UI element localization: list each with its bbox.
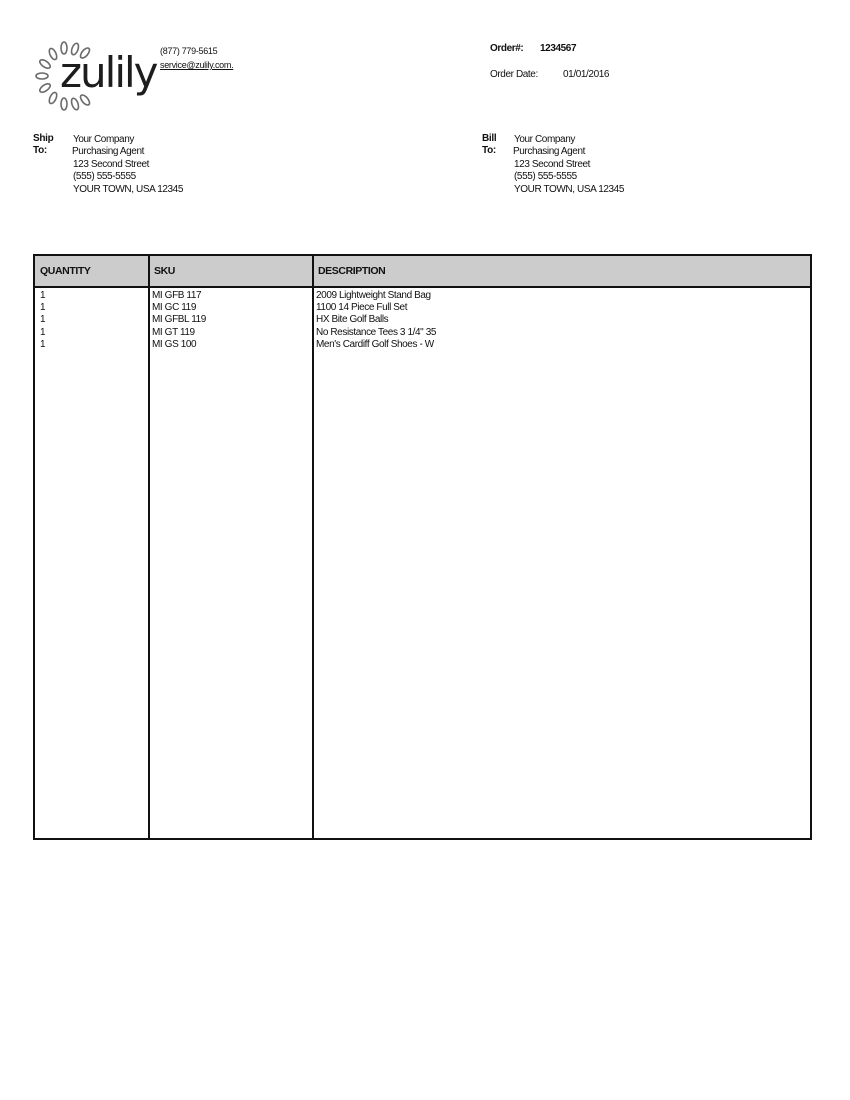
table-cell-sku: MI GS 100 bbox=[152, 338, 197, 350]
quantity-column bbox=[40, 290, 45, 351]
bill-label-line1: Bill bbox=[482, 133, 497, 144]
ship-attention: Purchasing Agent bbox=[72, 146, 144, 158]
bill-label-line2: To: bbox=[482, 145, 496, 156]
brand-wordmark: zulily bbox=[60, 48, 157, 97]
ship-to-label bbox=[33, 133, 53, 157]
bill-attention: Purchasing Agent bbox=[513, 146, 585, 158]
bill-to-label bbox=[482, 133, 496, 157]
table-cell-description: 2009 Lightweight Stand Bag bbox=[316, 290, 431, 301]
table-cell-sku: MI GT 119 bbox=[152, 326, 195, 338]
order-number-label: Order#: bbox=[490, 43, 524, 54]
table-cell-description: HX Bite Golf Balls bbox=[316, 314, 389, 326]
table-cell-quantity: 1 bbox=[40, 326, 46, 338]
ship-label-line1: Ship bbox=[33, 133, 54, 144]
table-cell-quantity: 1 bbox=[40, 290, 46, 301]
column-divider bbox=[312, 256, 314, 838]
table-cell-sku: MI GFB 117 bbox=[152, 290, 202, 301]
table-cell-description: No Resistance Tees 3 1/4" 35 bbox=[316, 326, 437, 338]
contact-info bbox=[160, 44, 233, 72]
ship-city: YOUR TOWN, USA 12345 bbox=[73, 183, 184, 195]
table-cell-sku: MI GFBL 119 bbox=[152, 314, 206, 326]
table-header bbox=[35, 256, 810, 288]
order-date-label: Order Date: bbox=[490, 69, 538, 80]
table-cell-description: Men's Cardiff Golf Shoes - W bbox=[316, 338, 434, 350]
contact-email-link[interactable]: service@zulily.com. bbox=[160, 60, 234, 70]
contact-phone: (877) 779-5615 bbox=[160, 46, 218, 56]
table-cell-sku: MI GC 119 bbox=[152, 302, 197, 314]
column-divider bbox=[148, 256, 150, 838]
ship-phone: (555) 555-5555 bbox=[73, 171, 136, 183]
ship-street: 123 Second Street bbox=[73, 158, 150, 170]
items-table bbox=[33, 254, 812, 840]
header-quantity: QUANTITY bbox=[40, 265, 91, 277]
table-cell-quantity: 1 bbox=[40, 302, 46, 314]
order-number: 1234567 bbox=[540, 43, 577, 54]
bill-company: Your Company bbox=[514, 134, 575, 145]
bill-street: 123 Second Street bbox=[514, 158, 591, 170]
ship-company: Your Company bbox=[73, 134, 134, 145]
header-description: DESCRIPTION bbox=[318, 265, 386, 277]
sku-column bbox=[152, 290, 206, 351]
zulily-logo bbox=[34, 40, 157, 116]
header-sku: SKU bbox=[154, 265, 175, 277]
ship-label-line2: To: bbox=[33, 145, 47, 156]
bill-to-address bbox=[514, 134, 624, 196]
table-cell-quantity: 1 bbox=[40, 314, 46, 326]
ship-to-address bbox=[73, 134, 183, 196]
bill-city: YOUR TOWN, USA 12345 bbox=[514, 183, 625, 195]
order-date: 01/01/2016 bbox=[563, 69, 610, 80]
table-cell-quantity: 1 bbox=[40, 338, 46, 350]
description-column bbox=[316, 290, 436, 351]
bill-phone: (555) 555-5555 bbox=[514, 171, 577, 183]
table-cell-description: 1100 14 Piece Full Set bbox=[316, 302, 408, 314]
